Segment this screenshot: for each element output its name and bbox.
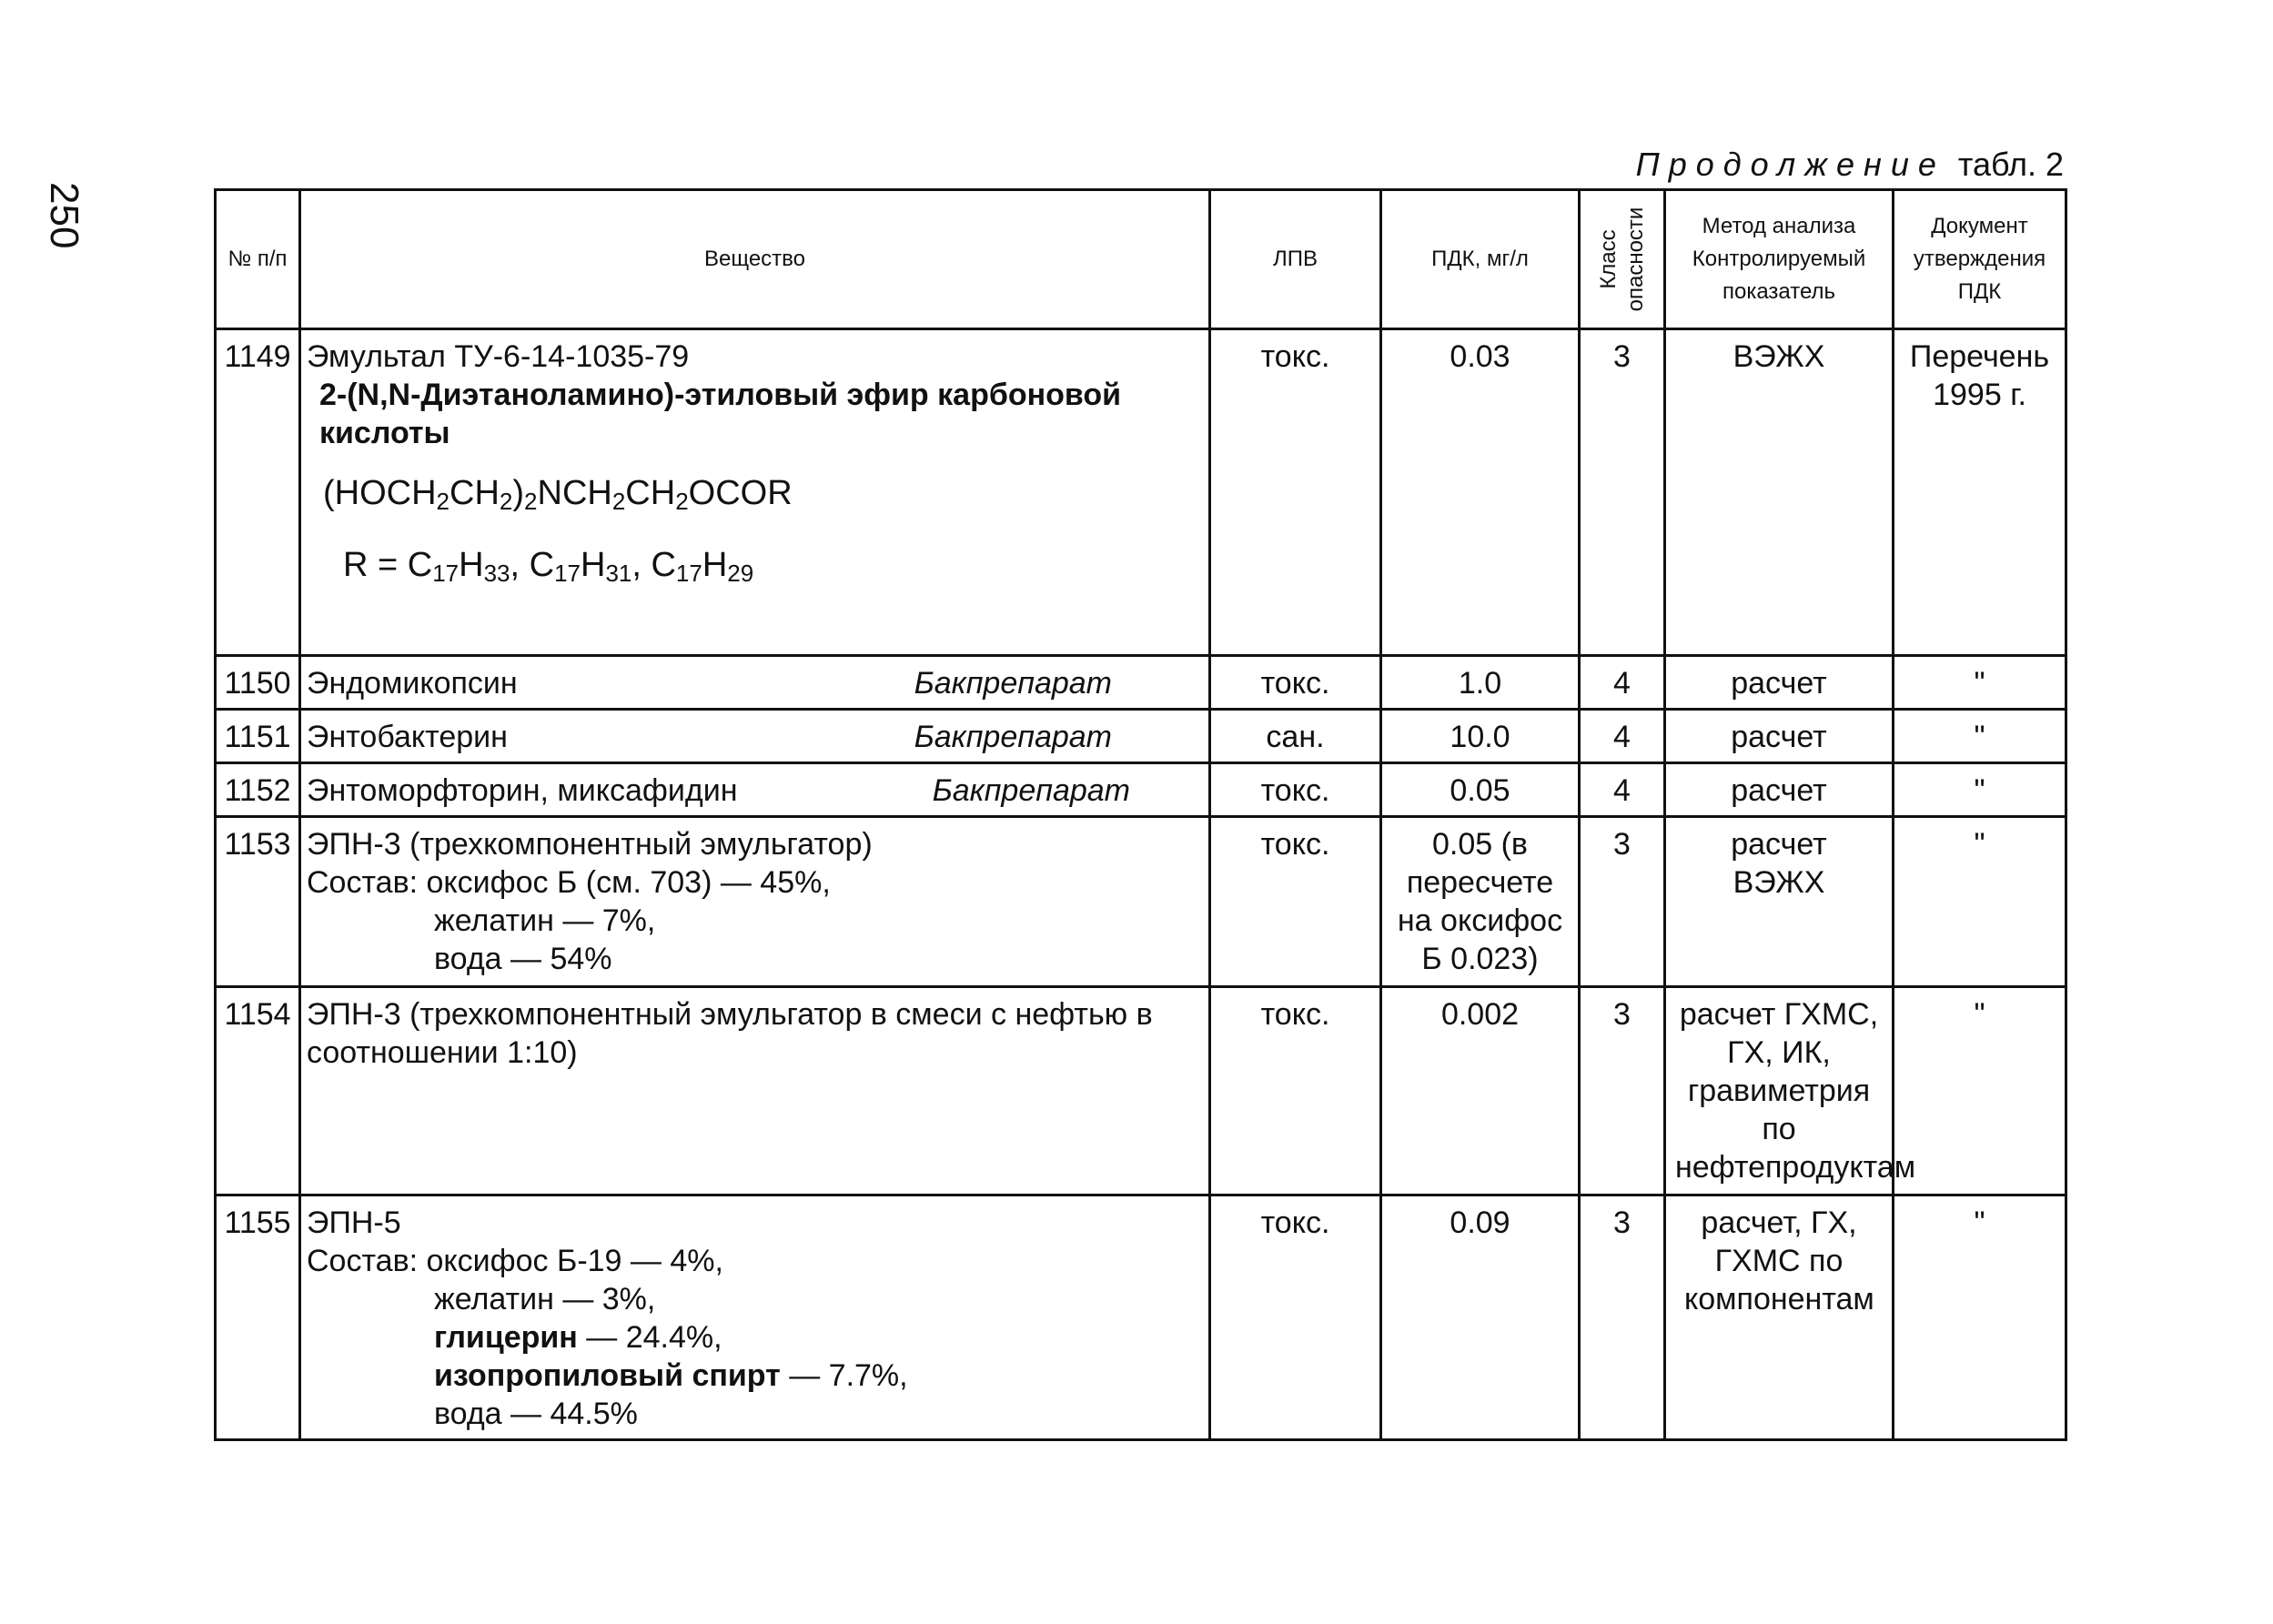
substance-name: Энтобактерин — [307, 720, 508, 754]
header-document: Документ утверждения ПДК — [1894, 190, 2066, 329]
hazard-class-cell: 3 — [1580, 987, 1665, 1195]
method-cell: расчет, ГХ, ГХМС по компонентам — [1665, 1195, 1894, 1440]
table-row — [216, 987, 2066, 1195]
hazard-class-cell: 4 — [1580, 710, 1665, 763]
document-cell: " — [1894, 817, 2066, 987]
hazard-class-cell: 3 — [1580, 817, 1665, 987]
document-cell: " — [1894, 1195, 2066, 1440]
substance-cell — [300, 987, 1210, 1195]
caption-continuation: Продолжение — [1635, 146, 1945, 183]
hazard-class-cell: 4 — [1580, 763, 1665, 817]
radical-formula: $R = C_{17}H_{33}$, $C_{17}H_{31}$, $C_{17}H_{29}$ — [343, 546, 754, 587]
method-cell: расчет ВЭЖХ — [1665, 817, 1894, 987]
header-hazard-class-text: Класс опасности — [1595, 207, 1648, 312]
substance-note: Бакпрепарат — [914, 666, 1112, 701]
row-number: 1152 — [216, 763, 300, 817]
pdk-cell: 1.0 — [1381, 656, 1580, 710]
substance-cell — [300, 1195, 1210, 1440]
pdk-cell: 0.05 — [1381, 763, 1580, 817]
pdk-table — [214, 188, 2067, 1441]
substance-name: ЭПН-3 (трехкомпонентный эмульгатор) — [307, 827, 873, 862]
document-cell: " — [1894, 656, 2066, 710]
header-hazard-class — [1580, 190, 1665, 329]
substance-cell — [300, 817, 1210, 987]
composition-line: желатин — 7%, — [434, 903, 656, 938]
substance-note: Бакпрепарат — [932, 773, 1130, 808]
table-row — [216, 763, 2066, 817]
lpv-cell: токс. — [1210, 656, 1381, 710]
method-cell: расчет — [1665, 710, 1894, 763]
lpv-cell: токс. — [1210, 763, 1381, 817]
substance-note: Бакпрепарат — [914, 720, 1112, 754]
header-no: № п/п — [216, 190, 300, 329]
substance-cell — [300, 329, 1210, 656]
table-row — [216, 710, 2066, 763]
row-number: 1155 — [216, 1195, 300, 1440]
hazard-class-cell: 3 — [1580, 329, 1665, 656]
composition-line: Состав: оксифос Б-19 — 4%, — [307, 1244, 723, 1278]
header-lpv: ЛПВ — [1210, 190, 1381, 329]
lpv-cell: сан. — [1210, 710, 1381, 763]
method-cell: расчет — [1665, 656, 1894, 710]
row-number: 1153 — [216, 817, 300, 987]
table-row — [216, 1195, 2066, 1440]
header-substance: Вещество — [300, 190, 1210, 329]
composition-line: изопропиловый спирт — 7.7%, — [434, 1358, 908, 1393]
header-method: Метод анализа Контролируемый показатель — [1665, 190, 1894, 329]
document-cell: Перечень 1995 г. — [1894, 329, 2066, 656]
table-row — [216, 656, 2066, 710]
document-cell: " — [1894, 987, 2066, 1195]
table-caption — [1636, 146, 2064, 184]
pdk-cell: 0.002 — [1381, 987, 1580, 1195]
hazard-class-cell: 3 — [1580, 1195, 1665, 1440]
substance-name: Эндомикопсин — [307, 666, 518, 701]
pdk-cell: 0.03 — [1381, 329, 1580, 656]
table-row — [216, 817, 2066, 987]
composition-line: Состав: оксифос Б (см. 703) — 45%, — [307, 865, 831, 900]
lpv-cell: токс. — [1210, 817, 1381, 987]
table-row — [216, 329, 2066, 656]
substance-name: ЭПН-3 (трехкомпонентный эмульгатор в смеси с нефтью в соотношении 1:10) — [307, 997, 1153, 1070]
method-cell: ВЭЖХ — [1665, 329, 1894, 656]
row-number: 1150 — [216, 656, 300, 710]
lpv-cell: токс. — [1210, 1195, 1381, 1440]
row-number: 1154 — [216, 987, 300, 1195]
substance-name: Эмультал ТУ-6-14-1035-79 — [307, 339, 690, 374]
substance-chemical-name: 2-(N,N-Диэтаноламино)-этиловый эфир карбоновой кислоты — [319, 378, 1122, 450]
lpv-cell: токс. — [1210, 987, 1381, 1195]
substance-cell — [300, 656, 1210, 710]
pdk-cell: 10.0 — [1381, 710, 1580, 763]
method-cell: расчет — [1665, 763, 1894, 817]
composition-line: желатин — 3%, — [434, 1282, 656, 1316]
composition-line: вода — 44.5% — [434, 1397, 638, 1431]
substance-cell — [300, 763, 1210, 817]
hazard-class-cell: 4 — [1580, 656, 1665, 710]
pdk-cell: 0.09 — [1381, 1195, 1580, 1440]
row-number: 1151 — [216, 710, 300, 763]
composition-line: глицерин — 24.4%, — [434, 1320, 722, 1355]
lpv-cell: токс. — [1210, 329, 1381, 656]
pdk-cell: 0.05 (в пересчете на оксифос Б 0.023) — [1381, 817, 1580, 987]
document-cell: " — [1894, 763, 2066, 817]
document-cell: " — [1894, 710, 2066, 763]
row-number: 1149 — [216, 329, 300, 656]
substance-name: Энтоморфторин, миксафидин — [307, 773, 738, 808]
composition-line: вода — 54% — [434, 942, 612, 976]
page-number: 250 — [42, 182, 86, 249]
substance-cell — [300, 710, 1210, 763]
method-cell: расчет ГХМС, ГХ, ИК, гравиметрия по нефтепродуктам — [1665, 987, 1894, 1195]
header-row — [216, 190, 2066, 329]
substance-name: ЭПН-5 — [307, 1205, 401, 1240]
caption-table-ref: табл. 2 — [1957, 146, 2064, 183]
header-pdk: ПДК, мг/л — [1381, 190, 1580, 329]
chemical-formula: $(HOCH_2CH_2)_2NCH_2CH_2OCOR$ — [323, 474, 793, 515]
